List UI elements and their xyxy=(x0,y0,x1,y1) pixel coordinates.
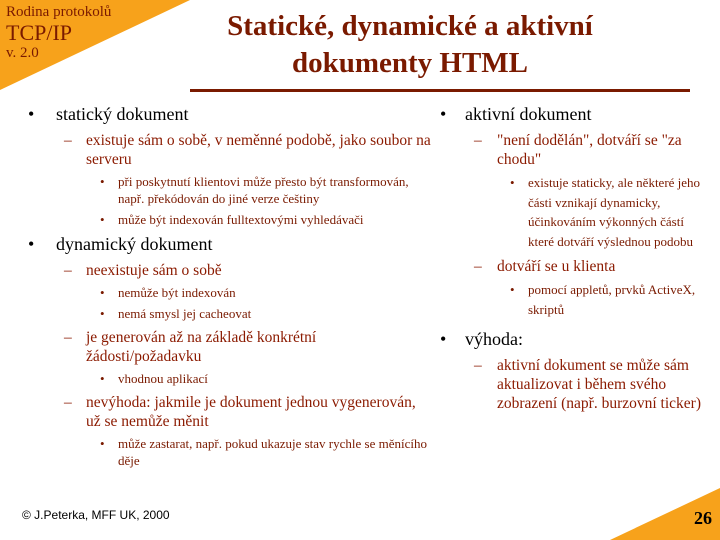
static-point: • při poskytnutí klientovi může přesto být transformován, např. překódován do jiné verze češtiny xyxy=(28,173,433,207)
static-document-sub: – existuje sám o sobě, v neměnné podobě, jako soubor na serveru xyxy=(28,131,433,169)
dynamic-point: • nemůže být indexován xyxy=(28,284,433,301)
dynamic-document-heading: • dynamický dokument xyxy=(28,234,433,255)
dynamic-point: • nemá smysl jej cacheovat xyxy=(28,305,433,322)
left-column xyxy=(28,100,433,469)
active-sub-unfinished: – "není dodělán", dotváří se "za chodu" xyxy=(440,131,705,169)
active-sub-client: – dotváří se u klienta xyxy=(440,257,705,276)
right-column xyxy=(440,100,705,413)
title-line-1: Statické, dynamické a aktivní xyxy=(227,10,593,42)
footer-author: © J.Peterka, MFF UK, 2000 xyxy=(22,508,170,522)
advantage-heading: • výhoda: xyxy=(440,329,705,350)
series-version: v. 2.0 xyxy=(6,45,39,61)
active-document-heading: • aktivní dokument xyxy=(440,104,705,125)
active-point: • pomocí appletů, prvků ActiveX, skriptů xyxy=(440,280,705,319)
series-name: Rodina protokolů xyxy=(6,4,112,20)
title-underline xyxy=(190,89,690,92)
static-document-heading: • statický dokument xyxy=(28,104,433,125)
dynamic-point: • vhodnou aplikací xyxy=(28,370,433,387)
dynamic-sub-not-exist: – neexistuje sám o sobě xyxy=(28,261,433,280)
active-point: • existuje staticky, ale některé jeho části vznikají dynamicky, účinkováním výkonných částí které dotváří výslednou podobu xyxy=(440,173,705,251)
static-point: • může být indexován fulltextovými vyhledávači xyxy=(28,211,433,228)
dynamic-sub-disadvantage: – nevýhoda: jakmile je dokument jednou vygenerován, už se nemůže měnit xyxy=(28,393,433,431)
dynamic-sub-generated: – je generován až na základě konkrétní žádosti/požadavku xyxy=(28,328,433,366)
title-line-2: dokumenty HTML xyxy=(291,47,529,79)
series-protocol: TCP/IP xyxy=(6,20,73,45)
series-brand xyxy=(6,4,111,62)
page-number: 26 xyxy=(694,508,712,528)
slide-title xyxy=(200,8,620,82)
advantage-sub: – aktivní dokument se může sám aktualizovat i během svého zobrazení (např. burzovní ticker) xyxy=(440,356,705,413)
dynamic-point: • může zastarat, např. pokud ukazuje stav rychle se měnícího děje xyxy=(28,435,433,469)
